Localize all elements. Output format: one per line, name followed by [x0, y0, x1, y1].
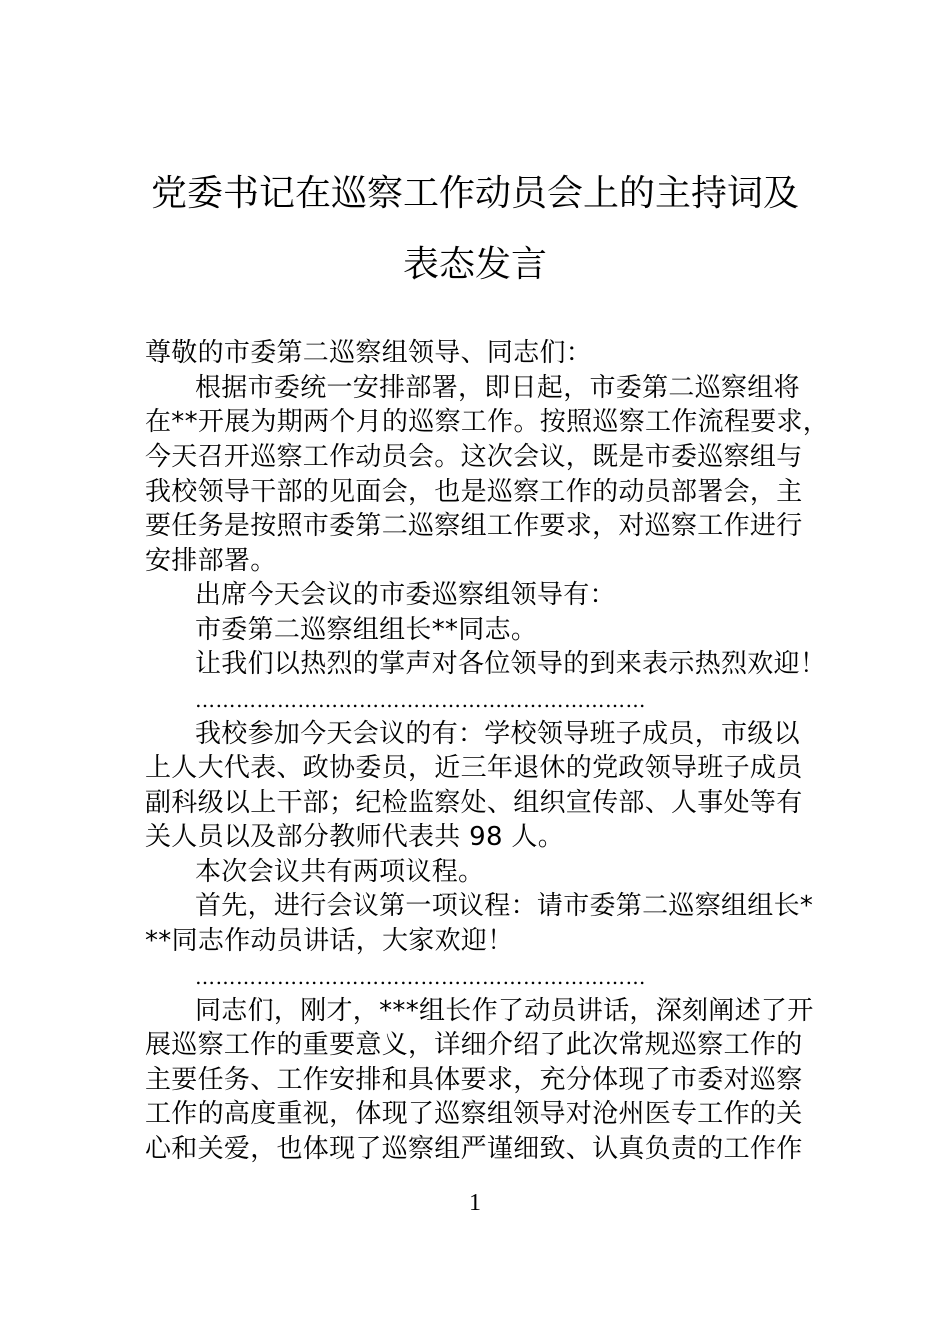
body-line: 首先，进行会议第一项议程：请市委第二巡察组组长* — [195, 891, 814, 921]
body-line: 副科级以上干部；纪检监察处、组织宣传部、人事处等有 — [145, 788, 803, 818]
body-line: **同志作动员讲话，大家欢迎！ — [145, 926, 514, 956]
body-line: 关人员以及部分教师代表共 98 人。 — [145, 822, 565, 852]
body-line: 市委第二巡察组组长**同志。 — [195, 615, 538, 645]
body-line: 要任务是按照市委第二巡察组工作要求，对巡察工作进行 — [145, 511, 803, 541]
body-line: 今天召开巡察工作动员会。这次会议，既是市委巡察组与 — [145, 442, 803, 472]
body-line: 上人大代表、政协委员，近三年退休的党政领导班子成员 — [145, 753, 803, 783]
body-line: 让我们以热烈的掌声对各位领导的到来表示热烈欢迎！ — [195, 649, 827, 679]
body-line: 出席今天会议的市委巡察组领导有： — [195, 580, 616, 610]
page-number: 1 — [469, 1190, 481, 1216]
body-line: 同志们，刚才，***组长作了动员讲话，深刻阐述了开 — [195, 996, 814, 1026]
body-line: 主要任务、工作安排和具体要求，充分体现了市委对巡察 — [145, 1065, 803, 1095]
ellipsis-separator: ………………………………………………………… — [195, 688, 646, 712]
body-line: 展巡察工作的重要意义，详细介绍了此次常规巡察工作的 — [145, 1030, 803, 1060]
document-title-line-2: 表态发言 — [402, 244, 547, 285]
body-line: 心和关爱，也体现了巡察组严谨细致、认真负责的工作作 — [145, 1134, 803, 1164]
body-line: 安排部署。 — [145, 546, 277, 576]
body-line: 我校参加今天会议的有：学校领导班子成员，市级以 — [195, 719, 800, 749]
ellipsis-separator: ………………………………………………………… — [195, 965, 646, 989]
document-title-line-1: 党委书记在巡察工作动员会上的主持词及 — [150, 173, 799, 214]
salutation-line: 尊敬的市委第二巡察组领导、同志们： — [145, 338, 593, 368]
body-line: 本次会议共有两项议程。 — [195, 857, 485, 887]
body-line: 我校领导干部的见面会，也是巡察工作的动员部署会，主 — [145, 477, 803, 507]
body-line: 在**开展为期两个月的巡察工作。按照巡察工作流程要求， — [145, 407, 830, 437]
body-line: 工作的高度重视，体现了巡察组领导对沧州医专工作的关 — [145, 1099, 803, 1129]
body-line: 根据市委统一安排部署，即日起，市委第二巡察组将 — [195, 373, 800, 403]
